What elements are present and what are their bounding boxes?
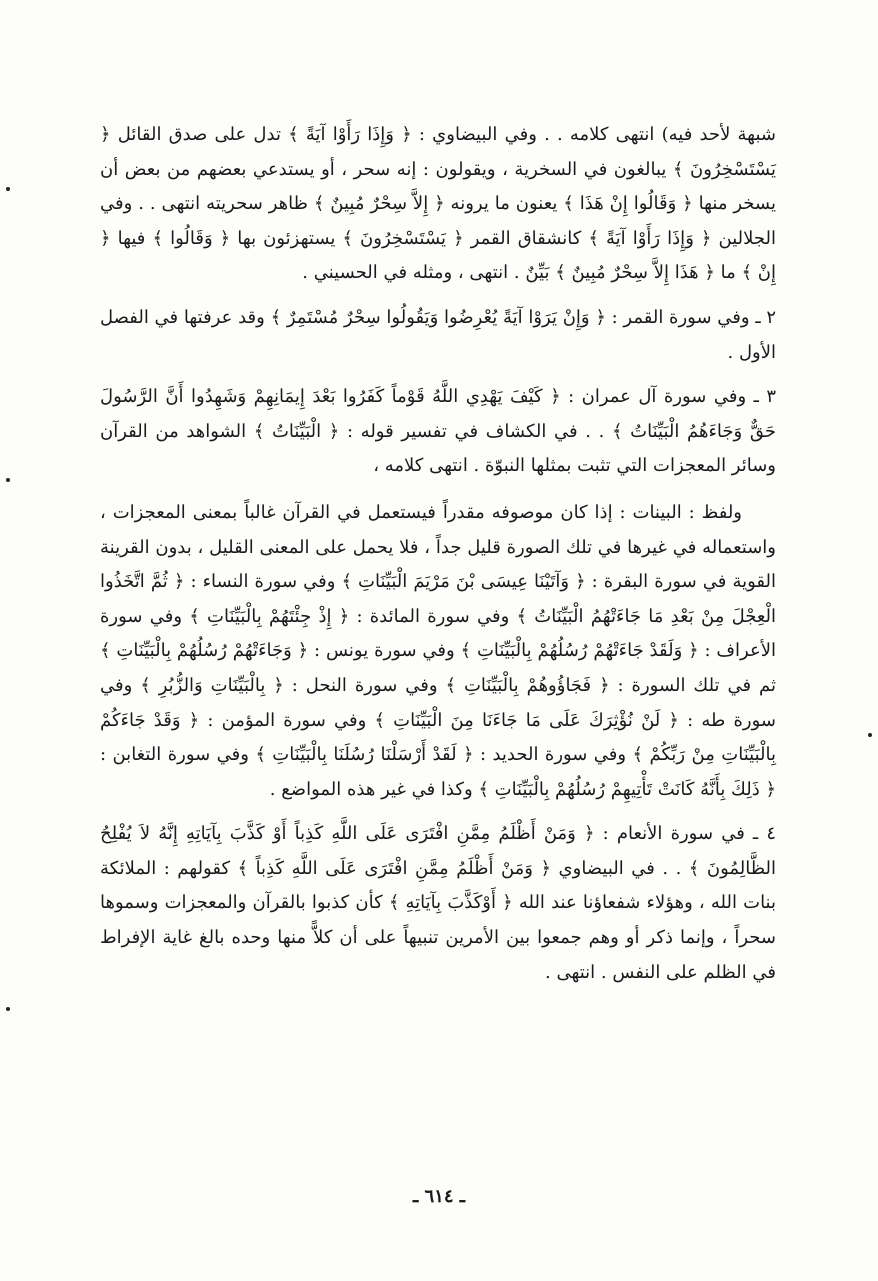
page-number: ـ ٦١٤ ـ <box>412 1186 466 1207</box>
paragraph-2: ٢ ـ وفي سورة القمر : ﴿ وَإِنْ يَرَوْا آيَةً يُعْرِضُوا وَيَقُولُوا سِحْرٌ مُسْتَمِرٌ ﴾ وقد عرفتها في الفصل الأول . <box>100 306 776 363</box>
paragraph-5: ٤ ـ في سورة الأنعام : ﴿ وَمَنْ أَظْلَمُ مِمَّنِ افْتَرَى عَلَى اللَّهِ كَذِباً أَوْ كَذَّبَ بِآيَاتِهِ إِنَّهُ لاَ يُفْلِحُ الظَّالِمُونَ ﴾ . . في البيضاوي ﴿ وَمَنْ أَظْلَمُ مِمَّنِ افْتَرَى عَلَى اللَّهِ كَذِباً ﴾ كقولهم : الملائكة بنات الله ، وهؤلاء شفعاؤنا عند الله ﴿ أَوْكَذَّبَ بِآيَاتِهِ ﴾ كأن كذبوا بالقرآن والمعجزات وسموها سحراً ، وإنما ذكر أو وهم جمعوا بين الأمرين تنبيهاً على أن كلاًّ منها وحده بالغ غاية الإفراط في الظلم على النفس . انتهى . <box>100 823 776 983</box>
margin-dot <box>868 733 872 737</box>
page-body <box>100 118 776 990</box>
margin-dot <box>6 478 10 482</box>
margin-dot <box>6 187 10 191</box>
paragraph-4: ولفظ : البينات : إذا كان موصوفه مقدراً فيستعمل في القرآن غالباً بمعنى المعجزات ، واستعماله في غيرها في تلك الصورة قليل جداً ، فلا يحمل على المعنى القليل ، بدون القرينة القوية في سورة البقرة : ﴿ وَآتَيْنَا عِيسَى بْنَ مَرْيَمَ الْبَيِّنَاتِ ﴾ وفي سورة النساء : ﴿ ثُمَّ اتَّخَذُوا الْعِجْلَ مِنْ بَعْدِ مَا جَاءَتْهُمُ الْبَيِّنَاتُ ﴾ وفي سورة المائدة : ﴿ إِذْ جِئْتَهُمْ بِالْبَيِّنَاتِ ﴾ وفي سورة الأعراف : ﴿ وَلَقَدْ جَاءَتْهُمْ رُسُلُهُمْ بِالْبَيِّنَاتِ ﴾ وفي سورة يونس : ﴿ وَجَاءَتْهُمْ رُسُلُهُمْ بِالْبَيِّنَاتِ ﴾ ثم في تلك السورة : ﴿ فَجَاؤُوهُمْ بِالْبَيِّنَاتِ ﴾ وفي سورة النحل : ﴿ بِالْبَيِّنَاتِ وَالزُّبُرِ ﴾ وفي سورة طه : ﴿ لَنْ نُؤْثِرَكَ عَلَى مَا جَاءَنَا مِنَ الْبَيِّنَاتِ ﴾ وفي سورة المؤمن : ﴿ وَقَدْ جَاءَكُمْ بِالْبَيِّنَاتِ مِنْ رَبِّكُمْ ﴾ وفي سورة الحديد : ﴿ لَقَدْ أَرْسَلْنَا رُسُلَنَا بِالْبَيِّنَاتِ ﴾ وفي سورة التغابن : ﴿ ذَلِكَ بِأَنَّهُ كَانَتْ تَأْتِيهِمْ رُسُلُهُمْ بِالْبَيِّنَاتِ ﴾ وكذا في غير هذه المواضع . <box>100 501 777 800</box>
paragraph-1: شبهة لأحد فيه) انتهى كلامه . . وفي البيضاوي : ﴿ وَإِذَا رَأَوْا آيَةً ﴾ تدل على صدق القائل ﴿ يَسْتَسْخِرُونَ ﴾ يبالغون في السخرية ، ويقولون : إنه سحر ، أو يستدعي بعضهم من بعض أن يسخر منها ﴿ وَقَالُوا إِنْ هَذَا ﴾ يعنون ما يرونه ﴿ إِلاَّ سِحْرٌ مُبِينٌ ﴾ ظاهر سحريته انتهى . . وفي الجلالين ﴿ وَإِذَا رَأَوْا آيَةً ﴾ كانشقاق القمر ﴿ يَسْتَسْخِرُونَ ﴾ يستهزئون بها ﴿ وَقَالُوا ﴾ فيها ﴿ إِنْ ﴾ ما ﴿ هَذَا إِلاَّ سِحْرٌ مُبِينٌ ﴾ بَيِّنٌ . انتهى ، ومثله في الحسيني . <box>100 124 776 284</box>
margin-dot <box>6 1007 10 1011</box>
paragraph-3: ٣ ـ وفي سورة آل عمران : ﴿ كَيْفَ يَهْدِي اللَّهُ قَوْماً كَفَرُوا بَعْدَ إِيمَانِهِمْ وَشَهِدُوا أَنَّ الرَّسُولَ حَقٌّ وَجَاءَهُمُ الْبَيِّنَاتُ ﴾ . . في الكشاف في تفسير قوله : ﴿ الْبَيِّنَاتُ ﴾ الشواهد من القرآن وسائر المعجزات التي تثبت بمثلها النبوّة . انتهى كلامه ، <box>100 386 776 477</box>
